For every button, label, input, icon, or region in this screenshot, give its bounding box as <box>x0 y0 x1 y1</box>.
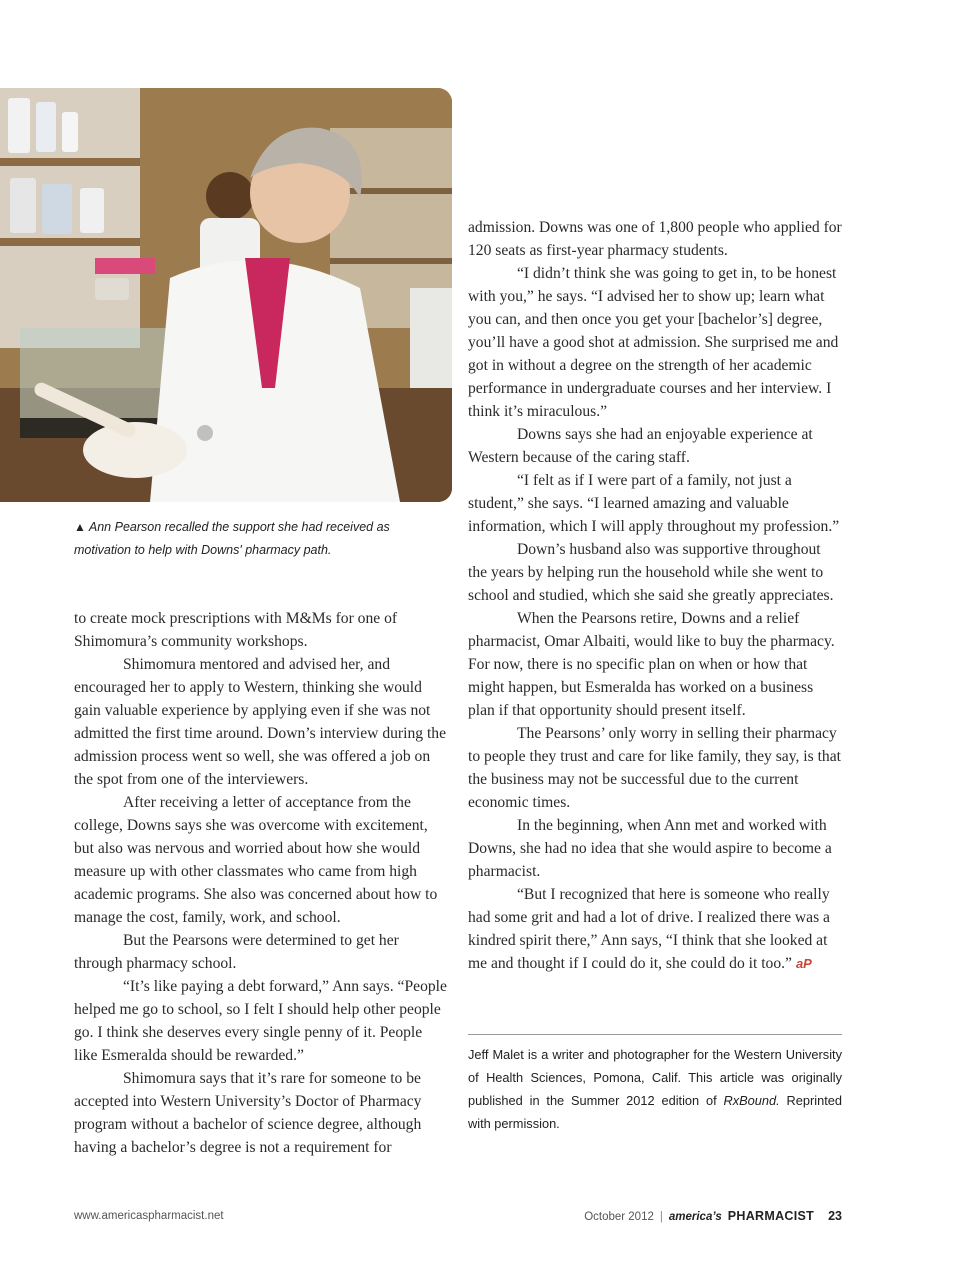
bio-text: Jeff Malet is a writer and photographer for the Western University of Health Sciences, Pomona, Calif. This article was originally published in the Summer 2012 edition of <box>468 1047 842 1108</box>
paragraph: After receiving a letter of acceptance from the college, Downs says she was overcome with excitement, but also was nervous and worried about how she would measure up with other classmates who came from high academic programs. She also was concerned about how to manage the cost, family, work, and school. <box>74 794 438 926</box>
paragraph: Downs says she had an enjoyable experience at Western because of the caring staff. <box>468 426 813 466</box>
paragraph: admission. Downs was one of 1,800 people who applied for 120 seats as first-year pharmacy students. <box>468 219 842 259</box>
footer-folio <box>584 1209 842 1223</box>
photo-caption <box>74 516 434 562</box>
paragraph: In the beginning, when Ann met and worked with Downs, she had no idea that she would aspire to become a pharmacist. <box>468 817 832 880</box>
left-column <box>74 607 449 1159</box>
brand-logo-big: PHARMACIST <box>727 1209 815 1223</box>
paragraph: “I didn’t think she was going to get in, to be honest with you,” he says. “I advised her to show up; learn what you can, and then once you get your [bachelor’s] degree, you’ll have a good shot at admission. She surprised me and got in without a degree on the strength of her academic performance in undergraduate courses and her interview. I think it’s miraculous.” <box>468 265 839 420</box>
bio-divider <box>468 1034 842 1035</box>
footer-issue: October 2012 <box>584 1211 654 1223</box>
paragraph: to create mock prescriptions with M&Ms for one of Shimomura’s community workshops. <box>74 610 398 650</box>
footer-website: www.americaspharmacist.net <box>74 1210 224 1222</box>
paragraph: Shimomura mentored and advised her, and encouraged her to apply to Western, thinking she would gain valuable experience by applying even if she was not admitted the first time around. Down’s interview during the admission process went so well, she was offered a job on the spot from one of the interviewers. <box>74 656 447 788</box>
paragraph: “I felt as if I were part of a family, not just a student,” she says. “I learned amazing and valuable information, which I will apply throughout my profession.” <box>468 472 840 535</box>
page-number: 23 <box>828 1209 842 1223</box>
caption-text: Ann Pearson recalled the support she had received as motivation to help with Downs' pharmacy path. <box>74 520 390 557</box>
paragraph: When the Pearsons retire, Downs and a relief pharmacist, Omar Albaiti, would like to buy the pharmacy. For now, there is no specific plan on when or how that might happen, but Esmeralda has worked on a business plan if that opportunity should present itself. <box>468 610 835 719</box>
bio-text-end: Reprinted with permission. <box>468 1093 842 1131</box>
footer-separator: | <box>659 1211 663 1223</box>
paragraph: Down’s husband also was supportive throughout the years by helping run the household while she went to school and studied, which she said she greatly appreciates. <box>468 541 834 604</box>
pharmacist-photo <box>0 88 452 502</box>
brand-logo-small: america’s <box>668 1211 722 1223</box>
publication-name: RxBound. <box>723 1093 780 1108</box>
paragraph: The Pearsons’ only worry in selling their pharmacy to people they trust and care for like family, they say, is that the business may not be successful due to the current economic times. <box>468 725 841 811</box>
end-mark-icon: aP <box>795 956 812 971</box>
paragraph-text: “But I recognized that here is someone who really had some grit and had a lot of drive. I realized there was a kindred spirit there,” Ann says, “I think that she looked at me and thought if I could do it, she could do it too.” <box>468 886 830 972</box>
author-bio <box>468 1043 842 1135</box>
paragraph: Shimomura says that it’s rare for someone to be accepted into Western University’s Doctor of Pharmacy program without a bachelor of science degree, although having a bachelor’s degree is not a requirement for <box>74 1070 422 1156</box>
caption-marker-icon: ▲ <box>74 520 86 534</box>
paragraph: But the Pearsons were determined to get her through pharmacy school. <box>74 932 399 972</box>
pharmacist-photo-icon <box>0 88 452 502</box>
right-column <box>468 216 843 975</box>
paragraph: “It’s like paying a debt forward,” Ann says. “People helped me go to school, so I felt I should help other people go. I think she deserves every single penny of it. People like Esmeralda should be rewarded.” <box>74 978 447 1064</box>
paragraph-last <box>468 883 843 975</box>
